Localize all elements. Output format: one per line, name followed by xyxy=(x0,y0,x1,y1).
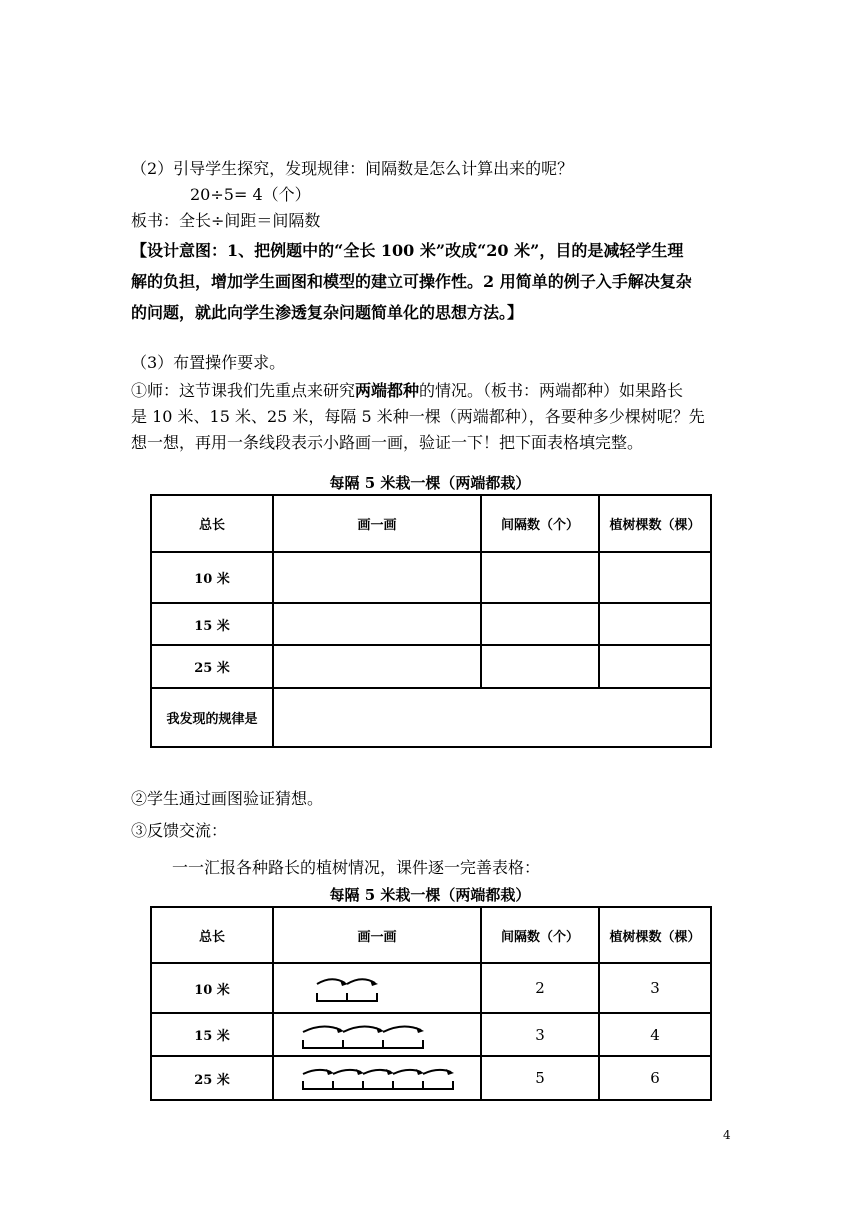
arrowhead-icon xyxy=(386,1069,394,1075)
row-length: 10 米 xyxy=(151,552,273,603)
intervals-cell[interactable] xyxy=(481,552,599,603)
arrowhead-icon xyxy=(446,1069,454,1075)
verify-text: ②学生通过画图验证猜想。 xyxy=(131,789,324,808)
table1-header-row xyxy=(151,495,711,552)
design-note-line1: 【设计意图：1、把例题中的“全长 100 米”改成“20 米”，目的是减轻学生理 xyxy=(131,241,684,260)
draw-cell xyxy=(273,1056,481,1100)
segment-line xyxy=(303,1040,423,1049)
table2-header-row xyxy=(151,907,711,963)
design-note-line3: 的问题，就此向学生渗透复杂问题简单化的思想方法。】 xyxy=(131,303,524,322)
segment-diagram-10m xyxy=(287,971,467,1005)
trees-value: 4 xyxy=(599,1013,711,1056)
intervals-value: 3 xyxy=(481,1013,599,1056)
feedback-text: ③反馈交流： xyxy=(131,821,228,840)
draw-cell[interactable] xyxy=(273,603,481,645)
table2-header-length: 总长 xyxy=(151,907,273,963)
step2-heading: （2）引导学生探究，发现规律：间隔数是怎么计算出来的呢？ xyxy=(131,159,574,178)
segment-line xyxy=(303,1081,453,1090)
table-row xyxy=(151,645,711,688)
arrowhead-icon xyxy=(416,1027,424,1033)
step3-para-line1 xyxy=(131,378,683,404)
step3-text-a: ①师：这节课我们先重点来研究 xyxy=(131,381,356,400)
table-row xyxy=(151,963,711,1013)
intervals-cell[interactable] xyxy=(481,645,599,688)
report-text: 一一汇报各种路长的植树情况，课件逐一完善表格： xyxy=(172,858,541,877)
page-number: 4 xyxy=(723,1128,731,1142)
arc-arrow xyxy=(343,1026,381,1032)
table-row xyxy=(151,1056,711,1100)
trees-cell[interactable] xyxy=(599,603,711,645)
row-length: 15 米 xyxy=(151,1013,273,1056)
rule-answer-cell[interactable] xyxy=(273,688,711,747)
step3-para-line2: 是 10 米、15 米、25 米，每隔 5 米种一棵（两端都种），各要种多少棵树呢？先 xyxy=(131,407,705,426)
arrowhead-icon xyxy=(326,1069,334,1075)
step3-heading: （3）布置操作要求。 xyxy=(131,353,286,372)
table2 xyxy=(150,906,712,1101)
row-length: 10 米 xyxy=(151,963,273,1013)
table1-caption: 每隔 5 米栽一棵（两端都栽） xyxy=(329,474,531,492)
table1-footer-row xyxy=(151,688,711,747)
arc-arrow xyxy=(303,1026,341,1032)
draw-cell xyxy=(273,1013,481,1056)
table-row xyxy=(151,552,711,603)
arrowhead-icon xyxy=(416,1069,424,1075)
table2-header-trees: 植树棵数（棵） xyxy=(599,907,711,963)
design-note-line2: 解的负担，增加学生画图和模型的建立可操作性。2 用简单的例子入手解决复杂 xyxy=(131,272,692,291)
design-note xyxy=(131,235,721,328)
step3-text-b: 的情况。（板书：两端都种）如果路长 xyxy=(419,381,684,400)
draw-cell xyxy=(273,963,481,1013)
table1 xyxy=(150,494,712,748)
table-row xyxy=(151,1013,711,1056)
table2-caption: 每隔 5 米栽一棵（两端都栽） xyxy=(329,886,531,904)
table1-header-intervals: 间隔数（个） xyxy=(481,495,599,552)
arrowhead-icon xyxy=(376,1027,384,1033)
arrowhead-icon xyxy=(356,1069,364,1075)
step2-board: 板书：全长÷间距＝间隔数 xyxy=(131,211,321,230)
trees-cell[interactable] xyxy=(599,645,711,688)
row-length: 15 米 xyxy=(151,603,273,645)
arrowhead-icon xyxy=(370,980,378,986)
trees-cell[interactable] xyxy=(599,552,711,603)
table2-header-draw: 画一画 xyxy=(273,907,481,963)
intervals-cell[interactable] xyxy=(481,603,599,645)
step3-text-bold: 两端都种 xyxy=(355,381,420,400)
row-length: 25 米 xyxy=(151,645,273,688)
intervals-value: 2 xyxy=(481,963,599,1013)
draw-cell[interactable] xyxy=(273,645,481,688)
row-length: 25 米 xyxy=(151,1056,273,1100)
segment-line xyxy=(317,993,377,1002)
segment-diagram-15m xyxy=(287,1018,467,1052)
intervals-value: 5 xyxy=(481,1056,599,1100)
step3-para-line3: 想一想，再用一条线段表示小路画一画，验证一下！把下面表格填完整。 xyxy=(131,433,644,452)
footer-label: 我发现的规律是 xyxy=(151,688,273,747)
table1-header-length: 总长 xyxy=(151,495,273,552)
table-row xyxy=(151,603,711,645)
table1-header-trees: 植树棵数（棵） xyxy=(599,495,711,552)
arc-arrow xyxy=(383,1026,421,1032)
step2-formula: 20÷5= 4（个） xyxy=(190,185,311,204)
draw-cell[interactable] xyxy=(273,552,481,603)
trees-value: 3 xyxy=(599,963,711,1013)
table1-header-draw: 画一画 xyxy=(273,495,481,552)
table2-header-intervals: 间隔数（个） xyxy=(481,907,599,963)
trees-value: 6 xyxy=(599,1056,711,1100)
arrowhead-icon xyxy=(336,1027,344,1033)
segment-diagram-25m xyxy=(287,1061,467,1095)
